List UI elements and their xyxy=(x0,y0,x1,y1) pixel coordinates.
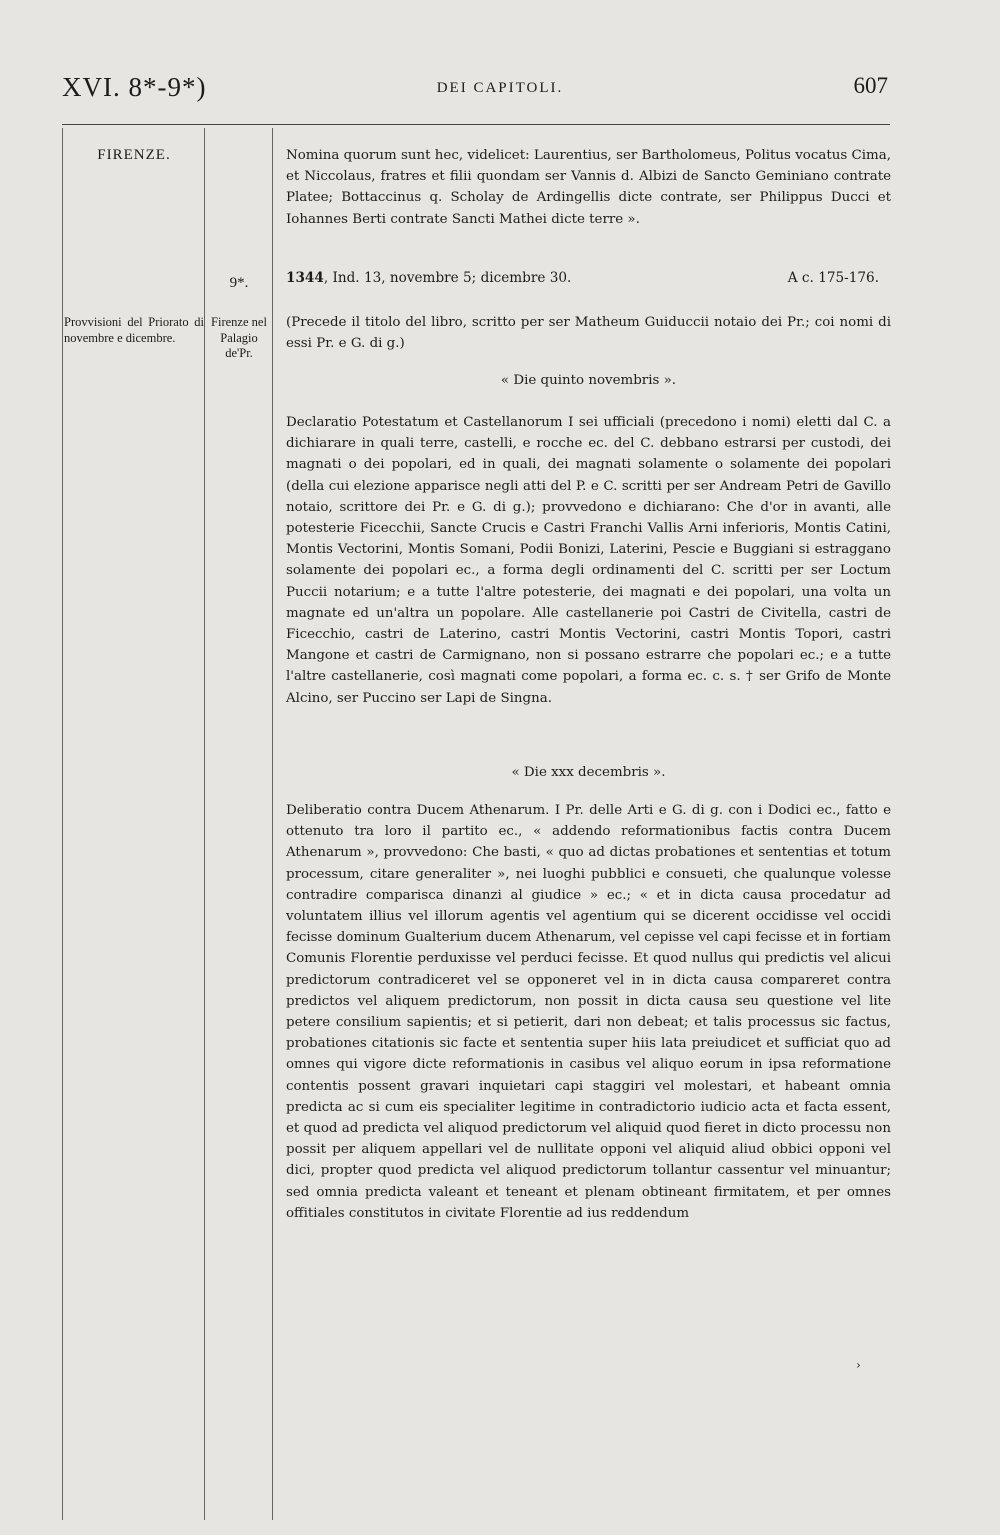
header-rule xyxy=(62,124,890,125)
entry-folio-reference: A c. 175-176. xyxy=(787,270,879,286)
body-intro xyxy=(286,312,891,354)
column-rule-left xyxy=(62,128,63,1520)
opening-paragraph-text: Nomina quorum sunt hec, videlicet: Laurentius, ser Bartholomeus, Politus vocatus Cima, et Niccolaus, fratres et filii quondam ser Vannis d. Albizi de Sancto Geminiano contrate Platee; Bottaccinus q. Scholay de Ardingellis dicte contrate, ser Philippus Ducci et Iohannes Berti contrate Sancti Mathei dicte terre ». xyxy=(286,148,891,227)
chapter-number: XVI. 8*-9*) xyxy=(62,72,207,102)
declaratio-text: Declaratio Potestatum et Castellanorum I sei ufficiali (precedono i nomi) eletti dal C. a dichiarare in quali terre, castelli, e rocche ec. del C. debbano estrarsi per custodi, dei magnati o dei popolari, ed in quali, dei magnati solamente o solamente dei popolari (della cui elezione apparisce negli atti del P. e C. scritti per ser Andream Petri de Gavillo notaio, scrittore dei Pr. e G. di g.); provvedono e dichiarano: Che d'or in avanti, alle potesterie Ficecchii, Sancte Crucis e Castri Franchi Vallis Arni inferioris, Montis Catini, Montis Vectorini, Montis Somani, Podii Bonizi, Laterini, Pescie e Buggiani si estraggano solamente dei popolari ec., a forma degli ordinamenti del C. scritti per ser Loctum Puccii notarium; e a tutte l'altre potesterie, dei magnati e dei popolari, una volta un magnate ed un'altra un popolare. Alle castellanerie poi Castri de Civitella, castri de Ficecchio, castri de Laterino, castri Montis Vectorini, castri Montis Topori, castri Mangone et castri de Carmignano, non si possano estrarre che popolari ec.; e a tutte l'altre castellanerie, così magnati come popolari, a forma ec. c. s. † ser Grifo de Monte Alcino, ser Puccino ser Lapi de Singna. xyxy=(286,415,891,706)
date-heading-december: « Die xxx decembris ». xyxy=(511,765,666,780)
date-heading-november: « Die quinto novembris ». xyxy=(500,373,677,388)
body-deliberatio xyxy=(286,800,891,1224)
column-rule-right xyxy=(272,128,273,1520)
entry-number: 9*. xyxy=(229,275,249,291)
margin-place: FIRENZE. xyxy=(97,147,171,163)
body-opening-paragraph xyxy=(286,145,891,230)
intro-text: (Precede il titolo del libro, scritto per ser Matheum Guiduccii notaio dei Pr.; coi nomi di essi Pr. e G. di g.) xyxy=(286,315,891,352)
entry-location: Firenze nel Palagio de'Pr. xyxy=(211,315,267,360)
page-mark: › xyxy=(856,1358,861,1372)
running-title: DEI CAPITOLI. xyxy=(436,80,564,96)
entry-dates: , Ind. 13, novembre 5; dicembre 30. xyxy=(323,270,572,286)
entry-date-line xyxy=(286,270,891,286)
deliberatio-text: Deliberatio contra Ducem Athenarum. I Pr. delle Arti e G. di g. con i Dodici ec., fatto e ottenuto tra loro il partito ec., « addendo reformationibus factis contra Ducem Athenarum », provvedono: Che basti, « quo ad dictas probationes et sententias et totum processum, citare generaliter », nei luoghi pubblici e consueti, che qualunque volesse contradire comparisca dinanzi al giudice » ec.; « et in dicta causa procedatur ad voluntatem illius vel illorum agentis vel agentium qui se dicerent occidisse vel occidi fecisse dominum Gualterium ducem Athenarum, vel cepisse vel capi fecisse et in fortiam Comunis Florentie perduxisse vel perduci fecisse. Et quod nullus qui predictis vel alicui predictorum contradiceret vel se opponeret vel in in dicta causa compareret contra predictos vel aliquem predictorum, non possit in dicta causa seu questione vel lite petere consilium sapientis; et si petierit, dari non debeat; et talis processus sic factus, probationes citationis sic facte et sententia super hiis lata preiudicet et sufficiat quo ad omnes qui vigore dicte reformationis in casibus vel aliquo eorum in ipsa reformatione contentis possent gravari inquietari capi staggiri vel molestari, et habeant omnia predicta ac si cum eis specialiter legitime in contradictorio iudicio acta et facta essent, et quod ad predicta vel aliquod predictorum vel aliquid quod fieret in dicto processu non possit per aliquem appellari vel de nullitate opponi vel aliquid aliud obbici opponi vel dici, propter quod predicta vel aliquod predictorum tollantur cassentur vel minuantur; sed omnia predicta valeant et teneant et plenam obtineant firmitatem, et per omnes offitiales constitutos in civitate Florentie ad ius reddendum xyxy=(286,803,891,1221)
entry-year: 1344 xyxy=(286,270,324,286)
body-declaratio xyxy=(286,412,891,709)
page-number: 607 xyxy=(853,73,888,98)
margin-section-title: Provvisioni del Priorato di novembre e dicembre. xyxy=(64,315,204,345)
column-rule-middle xyxy=(204,128,205,1520)
